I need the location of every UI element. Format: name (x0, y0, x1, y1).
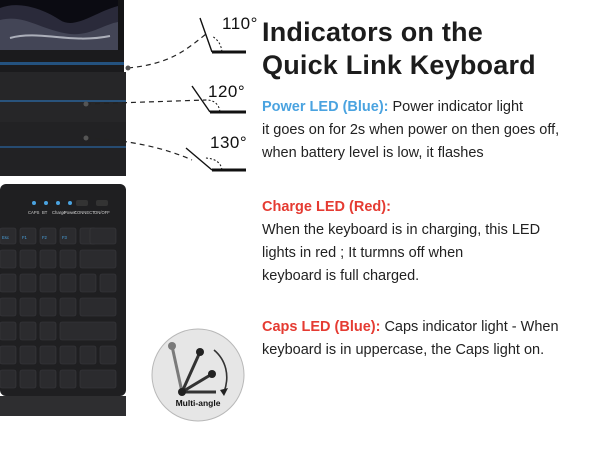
charge-led-label: Charge LED (Red): (262, 199, 391, 215)
multi-angle-label: Multi-angle (175, 398, 221, 408)
indicator-connect-label: CONNECT (74, 210, 95, 215)
charge-led-description (262, 196, 598, 288)
caps-led-label: Caps LED (Blue): (262, 319, 381, 335)
power-led-label: Power LED (Blue): (262, 99, 389, 115)
indicator-onoff-label: ON/OFF (94, 210, 110, 215)
page-title (262, 16, 592, 82)
caps-led-line-1: Caps indicator light - When (380, 319, 559, 335)
svg-text:Esc: Esc (2, 235, 9, 240)
power-led-line-3: when battery level is low, it flashes (262, 145, 484, 161)
power-led-line-1: Power indicator light (388, 99, 524, 115)
power-led-description (262, 96, 598, 165)
charge-led-line-3: keyboard is full charged. (262, 268, 420, 284)
title-line-1: Indicators on the (262, 17, 483, 47)
caps-led-description (262, 316, 598, 362)
power-led-line-2: it goes on for 2s when power on then goes off, (262, 122, 560, 138)
angle-120-label: 120° (208, 82, 246, 101)
charge-led-line-1: When the keyboard is in charging, this LED (262, 222, 541, 238)
svg-text:F1: F1 (22, 235, 27, 240)
indicator-bt-label: BT (42, 210, 48, 215)
indicator-caps-label: CAPS (28, 210, 40, 215)
svg-text:F3: F3 (62, 235, 67, 240)
svg-text:F2: F2 (42, 235, 47, 240)
caps-led-line-2: keyboard is in uppercase, the Caps light on. (262, 342, 545, 358)
charge-led-line-2: lights in red ; It turmns off when (262, 245, 464, 261)
indicator-charge-label: Charge (52, 210, 66, 215)
title-line-2: Quick Link Keyboard (262, 50, 536, 80)
leader-line-130 (86, 138, 192, 160)
angle-130-label: 130° (210, 133, 248, 152)
leader-line-110 (128, 34, 206, 68)
indicator-power-label: Power (64, 210, 76, 215)
leader-line-120 (86, 100, 206, 104)
angle-110-label: 110° (222, 14, 258, 33)
